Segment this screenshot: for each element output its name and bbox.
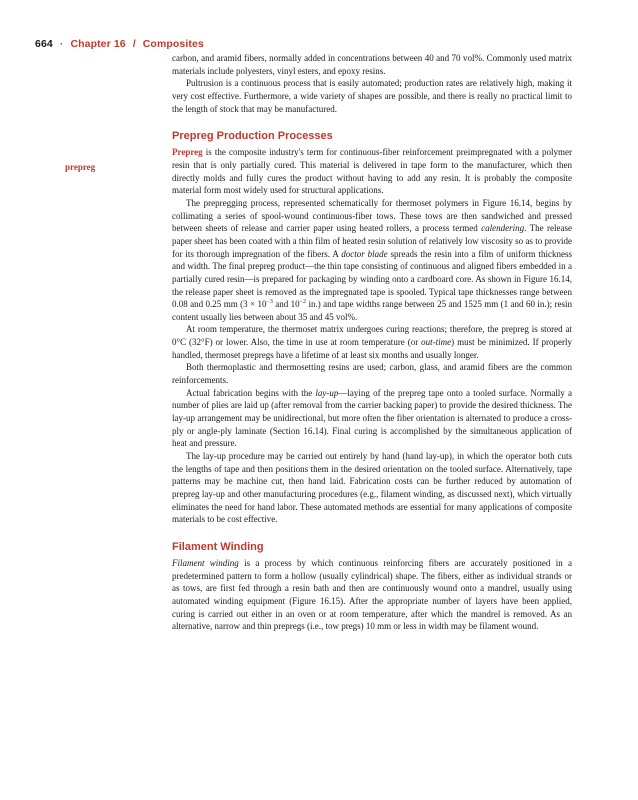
italic-term: lay-up bbox=[315, 387, 339, 398]
paragraph: Filament winding is a process by which continuous reinforcing fibers are accurately positioned in a predetermined pattern to form a hollow (usually cylindrical) shape. The fibers, either as individual strands or as tows, are first fed through a resin bath and then are continuously wound onto a mandrel, usually using automated winding equipment (Figure 16.15). After the appropriate number of layers have been applied, curing is carried out either in an oven or at room temperature, after which the mandrel is removed. As an alternative, narrow and thin prepregs (i.e., tow pregs) 10 mm or less in width may be filament wound. bbox=[172, 557, 573, 632]
header-separator: · bbox=[59, 38, 64, 50]
body-text bbox=[172, 52, 572, 633]
paragraph: Actual fabrication begins with the lay-up—laying of the prepreg tape onto a tooled surface. Normally a number of plies are laid up (after removal from the carrier backing paper) to provide the desired thickness. The lay-up arrangement may be unidirectional, but more often the fiber orientation is alternated to produce a cross-ply or angle-ply laminate (Section 16.14). Final curing is accomplished by the simultaneous application of heat and pressure. bbox=[172, 387, 572, 449]
paragraph: At room temperature, the thermoset matrix undergoes curing reactions; therefore, the prepreg is stored at 0°C (32°F) or lower. Also, the time in use at room temperature (or out-time) must be minimized. If properly handled, thermoset prepregs have a lifetime of at least six months and usually longer. bbox=[172, 324, 572, 360]
italic-term: out-time bbox=[421, 337, 452, 348]
chapter-label: Chapter 16 bbox=[70, 38, 126, 50]
section-heading-filament-winding: Filament Winding bbox=[172, 540, 264, 553]
paragraph: The prepregging process, represented schematically for thermoset polymers in Figure 16.14, begins by collimating a series of spool-wound continuous-fiber tows. These tows are then sandwiched and pressed between sheets of release and carrier paper using heated rollers, a process termed calendering. The release paper sheet has been coated with a thin film of heated resin solution of relatively low viscosity so as to provide for its thorough impregnation of the fibers. A doctor blade spreads the resin into a film of uniform thickness and width. The final prepreg product—the thin tape consisting of continuous and aligned fibers embedded in a partially cured resin—is prepared for packaging by winding onto a cardboard core. As shown in Figure 16.14, the release paper sheet is removed as the impregnated tape is spooled. Typical tape thicknesses range between 0.08 and 0.25 mm ($3 \times 10^{-3}$ and $10^{-2}$ in.) and tape widths range between 25 and 1525 mm (1 and 60 in.); resin content usually lies between about 35 and 45 vol%. bbox=[172, 197, 572, 322]
key-term: Prepreg bbox=[172, 147, 203, 158]
page-number: 664 bbox=[35, 38, 53, 50]
header-slash: / bbox=[132, 38, 136, 50]
running-header bbox=[35, 38, 204, 50]
chapter-title: Composites bbox=[142, 38, 204, 50]
exponent: −2 bbox=[299, 299, 307, 306]
italic-term: Filament winding bbox=[172, 557, 239, 568]
italic-term: calendering bbox=[481, 223, 525, 234]
paragraph: carbon, and aramid fibers, normally added in concentrations between 40 and 70 vol%. Commonly used matrix materials include polyesters, vinyl esters, and epoxy resins. bbox=[172, 53, 572, 76]
section-heading-prepreg: Prepreg Production Processes bbox=[172, 130, 333, 143]
italic-term: doctor blade bbox=[341, 248, 388, 259]
paragraph: Both thermoplastic and thermosetting resins are used; carbon, glass, and aramid fibers are the common reinforcements. bbox=[172, 362, 572, 386]
exponent: −3 bbox=[266, 299, 273, 306]
paragraph: The lay-up procedure may be carried out entirely by hand (hand lay-up), in which the operator both cuts the lengths of tape and then positions them in the desired orientation on the tooled surface. Alternatively, tape patterns may be machine cut, then hand laid. Fabrication costs can be further reduced by automation of prepreg lay-up and other manufacturing procedures (e.g., filament winding, as discussed next), which virtually eliminates the need for hand labor. These automated methods are essential for many applications of composite materials to be cost effective. bbox=[172, 451, 572, 525]
margin-glossary-term: prepreg bbox=[65, 162, 96, 172]
paragraph: Pultrusion is a continuous process that is easily automated; production rates are relatively high, making it very cost effective. Furthermore, a wide variety of shapes are possible, and there is really no practical limit to the length of stock that may be manufactured. bbox=[172, 78, 572, 114]
paragraph: Prepreg is the composite industry's term for continuous-fiber reinforcement preimpregnated with a polymer resin that is only partially cured. This material is delivered in tape form to the manufacturer, which then directly molds and fully cures the product without having to add any resin. It is probably the composite material form most widely used for structural applications. bbox=[172, 147, 572, 196]
